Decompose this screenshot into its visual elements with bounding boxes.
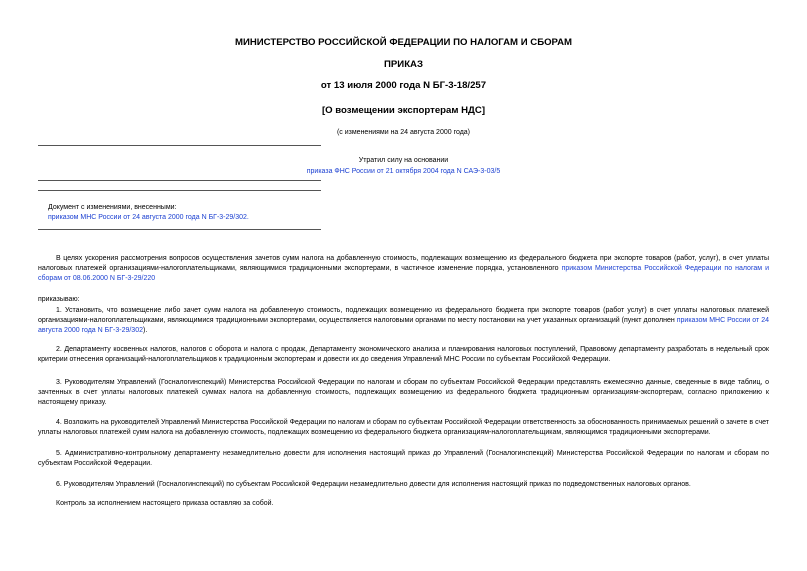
divider-line <box>38 190 321 191</box>
doc-type-heading: ПРИКАЗ <box>384 59 423 70</box>
intro-text: В целях ускорения рассмотрения вопросов осуществления зачетов сумм налога на добавленную стоимость, подлежащих возмещению из федерального бюджета при экспорте товаров (работ, услуг), в счет уплаты налоговых платежей организациями-налогоплательщиками, являющимися традиционными экспортерами, в частичное изменение порядка, установленного <box>38 255 769 272</box>
intro-link[interactable]: приказом Министерства Российской Федерации по налогам и сборам от 08.06.2000 N БГ-3-29/220 <box>38 265 769 282</box>
divider-line <box>38 145 321 146</box>
paragraph-1 <box>38 306 769 336</box>
changes-line <box>48 213 249 223</box>
changes-link[interactable]: приказом МНС России от 24 августа 2000 года N БГ-3-29/302. <box>48 214 249 221</box>
divider-line <box>38 229 321 230</box>
paragraph-3: 3. Руководителям Управлений (Госналогинспекций) Министерства Российской Федерации по налогам и сборам по субъектам Российской Федерации представлять ежемесячно данные, сведенные в виде таблиц, о зачтенных в счет уплаты налоговых платежей суммах налога на добавленную стоимость, подлежащих возмещению из федерального бюджета традиционным организациям-экспортерам, согласно приложению к настоящему приказу. <box>38 379 769 406</box>
intro-paragraph <box>38 254 769 284</box>
lost-force-link[interactable]: приказа ФНС России от 21 октября 2004 года N САЭ-3-03/5 <box>306 168 501 175</box>
ministry-heading: МИНИСТЕРСТВО РОССИЙСКОЙ ФЕДЕРАЦИИ ПО НАЛОГАМ И СБОРАМ <box>234 37 573 48</box>
lost-force-line <box>0 167 807 177</box>
paragraph-1-end: ). <box>142 327 148 334</box>
order-word: приказываю: <box>38 296 80 303</box>
changes-label: Документ с изменениями, внесенными: <box>48 204 177 211</box>
date-number-heading: от 13 июля 2000 года N БГ-3-18/257 <box>320 80 487 91</box>
paragraph-6: 6. Руководителям Управлений (Госналогинспекций) по субъектам Российской Федерации незамедлительно довести для исполнения настоящий приказ по подведомственных налоговых органов. <box>56 481 691 488</box>
lost-force-label: Утратил силу на основании <box>358 157 449 164</box>
paragraph-1-link[interactable]: приказом МНС России от 24 августа 2000 года N БГ-3-29/302 <box>38 317 769 334</box>
control-statement: Контроль за исполнением настоящего приказа оставляю за собой. <box>56 500 274 507</box>
paragraph-1-text: 1. Установить, что возмещение либо зачет сумм налога на добавленную стоимость, подлежащих возмещению из федерального бюджета при экспорте товаров (работ услуг) в счет уплаты налоговых платежей организациями-налогоплательщиками, являющимися традиционными экспортерами, осуществляется налоговыми органами по месту постановки на учет указанных организаций (пункт дополнен <box>38 307 769 324</box>
paragraph-2: 2. Департаменту косвенных налогов, налогов с оборота и налога с продаж, Департаменту экономического анализа и планирования налоговых поступлений, Правовому департаменту разработать в недельный срок критерии отнесения организаций-налогоплательщиков к традиционным экспортерам и довести их до сведения Управлений МНС России по субъектам Российской Федерации. <box>38 346 769 363</box>
paragraph-5: 5. Административно-контрольному департаменту незамедлительно довести для исполнения настоящий приказ до Управлений (Госналогинспекций) Министерства Российской Федерации по налогам и сборам по субъектам Российской Федерации. <box>38 450 769 467</box>
divider-line <box>38 180 321 181</box>
amended-note: (с изменениями на 24 августа 2000 года) <box>336 129 471 136</box>
paragraph-4: 4. Возложить на руководителей Управлений Министерства Российской Федерации по налогам и сборам по субъектам Российской Федерации ответственность за обоснованность принимаемых решений о зачете в счет уплаты налоговых платежей сумм налога на добавленную стоимость, подлежащих возмещению из федерального бюджета организациям-налогоплательщикам, являющимся традиционными экспортерами. <box>38 419 769 436</box>
document-title: [О возмещении экспортерам НДС] <box>321 105 486 116</box>
